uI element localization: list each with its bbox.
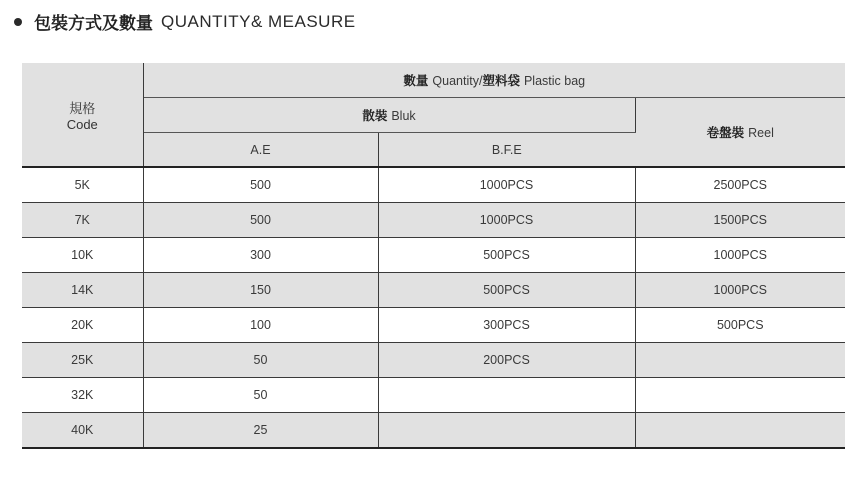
cell-code: 40K <box>22 413 143 449</box>
section-heading <box>14 9 356 34</box>
cell-bfe: 500PCS <box>378 273 635 308</box>
heading-english: QUANTITY& MEASURE <box>161 11 356 31</box>
quantity-header-zh: 數量 <box>403 74 429 88</box>
cell-code: 14K <box>22 273 143 308</box>
cell-reel: 2500PCS <box>635 167 845 203</box>
table-row <box>22 378 845 413</box>
quantity-header <box>143 63 845 98</box>
heading-chinese: 包裝方式及數量 <box>34 14 153 34</box>
cell-reel: 500PCS <box>635 308 845 343</box>
cell-bfe: 1000PCS <box>378 203 635 238</box>
col-bfe-header: B.F.E <box>378 133 635 168</box>
bullet-icon <box>14 18 22 26</box>
table-row <box>22 343 845 378</box>
code-header-en: Code <box>66 116 98 132</box>
cell-ae: 50 <box>143 378 378 413</box>
cell-code: 10K <box>22 238 143 273</box>
cell-ae: 25 <box>143 413 378 449</box>
cell-reel <box>635 343 845 378</box>
cell-ae: 150 <box>143 273 378 308</box>
table-row <box>22 238 845 273</box>
cell-ae: 500 <box>143 167 378 203</box>
cell-bfe <box>378 378 635 413</box>
col-ae-header: A.E <box>143 133 378 168</box>
cell-code: 32K <box>22 378 143 413</box>
quantity-table <box>22 63 845 449</box>
cell-ae: 50 <box>143 343 378 378</box>
cell-bfe: 300PCS <box>378 308 635 343</box>
table-row <box>22 203 845 238</box>
reel-header-zh: 卷盤裝 <box>706 126 745 140</box>
cell-bfe <box>378 413 635 449</box>
cell-reel: 1000PCS <box>635 238 845 273</box>
cell-reel: 1000PCS <box>635 273 845 308</box>
quantity-header-mid-zh: 塑料袋 <box>482 74 520 88</box>
bulk-header-en: Bluk <box>391 109 416 123</box>
cell-bfe: 1000PCS <box>378 167 635 203</box>
cell-code: 20K <box>22 308 143 343</box>
cell-bfe: 500PCS <box>378 238 635 273</box>
bulk-header <box>143 98 635 133</box>
cell-code: 25K <box>22 343 143 378</box>
quantity-header-en: Plastic bag <box>523 74 586 88</box>
code-header <box>22 63 143 167</box>
cell-code: 7K <box>22 203 143 238</box>
table-row <box>22 413 845 449</box>
cell-reel: 1500PCS <box>635 203 845 238</box>
code-header-zh: 規格 <box>69 100 96 116</box>
cell-ae: 300 <box>143 238 378 273</box>
quantity-header-mid-en: Quantity/ <box>432 74 483 88</box>
cell-code: 5K <box>22 167 143 203</box>
cell-reel <box>635 413 845 449</box>
cell-reel <box>635 378 845 413</box>
table-row <box>22 273 845 308</box>
cell-ae: 500 <box>143 203 378 238</box>
cell-bfe: 200PCS <box>378 343 635 378</box>
reel-header <box>635 98 845 168</box>
reel-header-en: Reel <box>748 126 774 140</box>
cell-ae: 100 <box>143 308 378 343</box>
bulk-header-zh: 散裝 <box>362 109 388 123</box>
table-row <box>22 308 845 343</box>
table-row <box>22 167 845 203</box>
